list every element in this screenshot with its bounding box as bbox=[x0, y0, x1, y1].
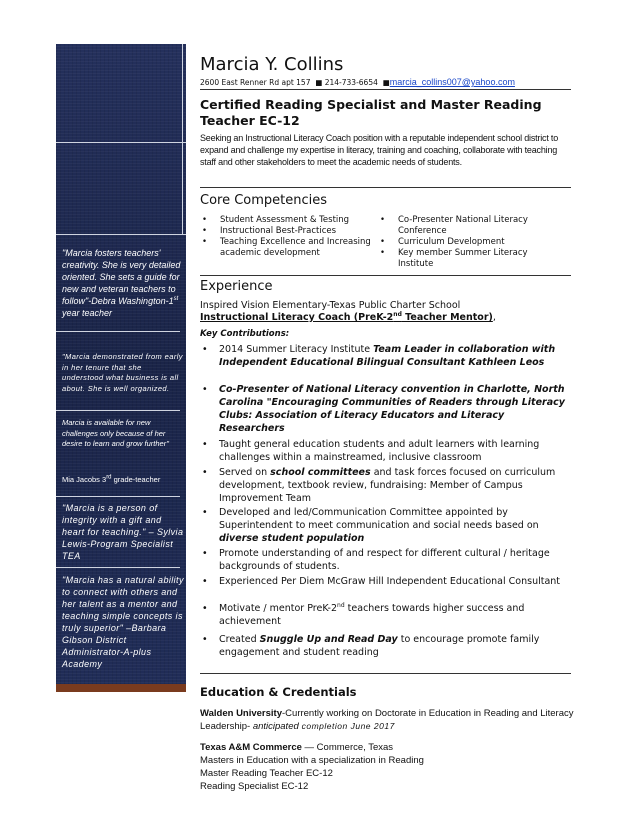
degree-line: Master Reading Teacher EC-12 bbox=[200, 768, 333, 779]
job-role: Instructional Literacy Coach (PreK-2nd Teacher Mentor), bbox=[200, 310, 496, 323]
education-tamu: Texas A&M Commerce — Commerce, Texas bbox=[200, 742, 394, 753]
employer: Inspired Vision Elementary-Texas Public Charter School bbox=[200, 300, 461, 311]
sidebar-divider bbox=[56, 567, 180, 568]
objective: Seeking an Instructional Literacy Coach position with a reputable independent school district to expand and challenge my expertise in literacy, training and coaching, collaborate with teaching staff and other stakeholders to meet the academic needs of students. bbox=[200, 133, 559, 167]
sidebar-divider bbox=[182, 44, 183, 234]
sidebar-testimonials bbox=[56, 44, 186, 692]
competency-item: • Co-Presenter National Literacy Conference bbox=[378, 215, 558, 237]
competency-item: • Student Assessment & Testing bbox=[200, 215, 378, 226]
testimonial-washington: "Marcia fosters teachers' creativity. She is very detailed oriented. She sets a guide for new and veteran teachers to follow"-Debra Washington-1st year teacher bbox=[62, 248, 181, 318]
sidebar-divider bbox=[56, 496, 180, 497]
phone: 214-733-6654 bbox=[324, 78, 378, 87]
testimonial-jacobs-attribution: Mia Jacobs 3rd grade-teacher bbox=[62, 474, 161, 484]
sidebar-divider bbox=[56, 410, 180, 411]
testimonial-jacobs: Marcia is available for new challenges only because of her desire to learn and grow further" bbox=[62, 418, 169, 448]
sidebar-bottom-strip bbox=[56, 684, 186, 692]
competency-item: • Key member Summer Literacy Institute bbox=[378, 248, 558, 270]
bullet-icon: ■ bbox=[382, 78, 390, 87]
address: 2600 East Renner Rd apt 157 bbox=[200, 78, 311, 87]
candidate-name: Marcia Y. Collins bbox=[200, 54, 344, 75]
professional-title: Certified Reading Specialist and Master Reading Teacher EC-12 bbox=[200, 97, 542, 128]
competency-item: • Teaching Excellence and Increasing academic development bbox=[200, 237, 378, 259]
competencies-left bbox=[200, 215, 378, 259]
testimonial-organized: "Marcia demonstrated from early in her tenure that she understood what business is all about. She is well organized. bbox=[62, 352, 183, 393]
sidebar-divider bbox=[56, 331, 180, 332]
experience-heading: Experience bbox=[200, 279, 273, 294]
education-heading: Education & Credentials bbox=[200, 685, 357, 699]
key-contributions-label: Key Contributions: bbox=[200, 329, 290, 339]
divider bbox=[200, 673, 571, 674]
sidebar-divider bbox=[56, 142, 186, 143]
bullet-icon: ■ bbox=[315, 78, 323, 87]
testimonial-lewis: "Marcia is a person of integrity with a gift and heart for teaching." – Sylvia Lewis-Program Specialist TEA bbox=[62, 503, 184, 561]
email-link[interactable]: marcia_collins007@yahoo.com bbox=[389, 77, 515, 87]
degree-line: Masters in Education with a specialization in Reading bbox=[200, 755, 424, 766]
education-walden: Walden University-Currently working on Doctorate in Education in Reading and Literacy Leadership- anticipated completion June 2017 bbox=[200, 708, 574, 732]
divider bbox=[200, 275, 571, 276]
testimonial-gibson: "Marcia has a natural ability to connect with others and her talent as a mentor and teaching simple concepts is truly superior" –Barbara Gibson District Administrator-A-plus Academy bbox=[62, 575, 184, 669]
contact-line bbox=[200, 77, 515, 87]
degree-line: Reading Specialist EC-12 bbox=[200, 781, 309, 792]
divider bbox=[200, 89, 571, 90]
competency-item: • Instructional Best-Practices bbox=[200, 226, 378, 237]
competency-item: • Curriculum Development bbox=[378, 237, 558, 248]
competencies-heading: Core Competencies bbox=[200, 193, 328, 208]
competencies-right bbox=[378, 215, 558, 270]
sidebar-divider bbox=[56, 234, 186, 235]
divider bbox=[200, 187, 571, 188]
